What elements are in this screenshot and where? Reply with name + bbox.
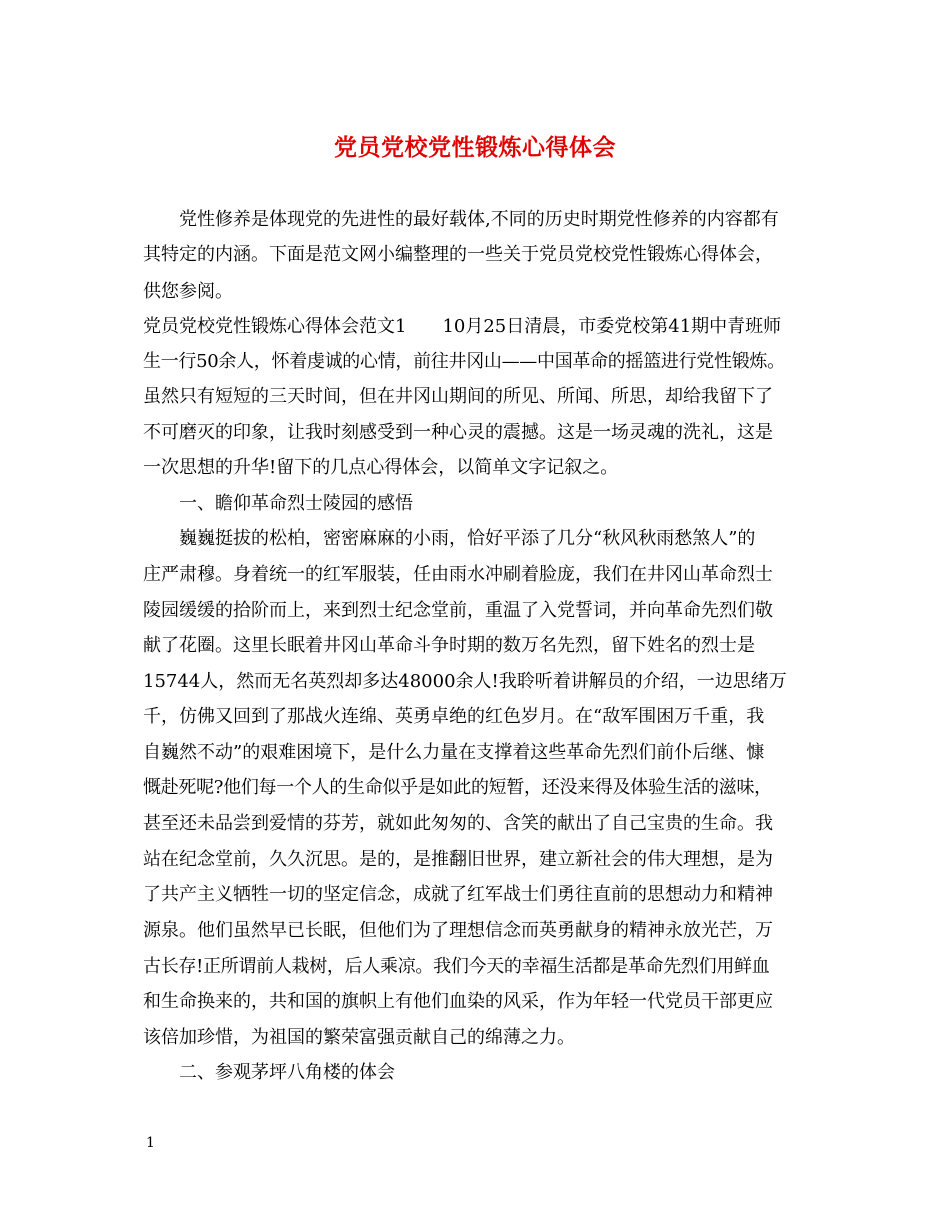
paragraph-line: 生一行50余人，怀着虔诚的心情，前往井冈山——中国革命的摇篮进行党性锻炼。 [143, 351, 785, 372]
paragraph-line: 供您参阅。 [143, 281, 233, 302]
paragraph-line: 甚至还未品尝到爱情的芬芳，就如此匆匆的、含笑的献出了自己宝贵的生命。我 [143, 813, 773, 834]
paragraph-line: 15744人，然而无名英烈却多达48000余人!我聆听着讲解员的介绍，一边思绪万 [143, 671, 787, 692]
paragraph-line: 古长存!正所谓前人栽树，后人乘凉。我们今天的幸福生活都是革命先烈们用鲜血 [143, 956, 770, 977]
paragraph-line: 自巍然不动”的艰难困境下，是什么力量在支撑着这些革命先烈们前仆后继、慷 [143, 742, 765, 763]
paragraph-line: 虽然只有短短的三天时间，但在井冈山期间的所见、所闻、所思，却给我留下了 [143, 386, 773, 407]
paragraph-line: 献了花圈。这里长眠着井冈山革命斗争时期的数万名先烈，留下姓名的烈士是 [143, 635, 755, 656]
paragraph-line: 其特定的内涵。下面是范文网小编整理的一些关于党员党校党性锻炼心得体会， [143, 244, 773, 265]
paragraph-line: 庄严肃穆。身着统一的红军服装，任由雨水冲刷着脸庞，我们在井冈山革命烈士 [143, 564, 773, 585]
page-title: 党员党校党性锻炼心得体会 [334, 134, 616, 161]
paragraph-line: 源泉。他们虽然早已长眠，但他们为了理想信念而英勇献身的精神永放光芒，万 [143, 920, 773, 941]
page-number: 1 [146, 1135, 155, 1151]
paragraph-line: 千，仿佛又回到了那战火连绵、英勇卓绝的红色岁月。在“敌军围困万千重，我 [143, 706, 765, 727]
paragraph-line: 慨赴死呢?他们每一个人的生命似乎是如此的短暂，还没来得及体验生活的滋味， [143, 777, 772, 798]
paragraph-line: 站在纪念堂前，久久沉思。是的，是推翻旧世界，建立新社会的伟大理想，是为 [143, 849, 773, 870]
paragraph-line: 该倍加珍惜，为祖国的繁荣富强贡献自己的绵薄之力。 [143, 1027, 575, 1048]
paragraph-line: 陵园缓缓的拾阶而上，来到烈士纪念堂前，重温了入党誓词，并向革命先烈们敬 [143, 600, 773, 621]
paragraph-line: 党员党校党性锻炼心得体会范文1 10月25日清晨，市委党校第41期中青班师 [143, 316, 782, 337]
paragraph-line: 和生命换来的，共和国的旗帜上有他们血染的风采，作为年轻一代党员干部更应 [143, 991, 773, 1012]
paragraph-line: 不可磨灭的印象，让我时刻感受到一种心灵的震撼。这是一场灵魂的洗礼，这是 [143, 422, 773, 443]
paragraph-line: 党性修养是体现党的先进性的最好载体,不同的历史时期党性修养的内容都有 [179, 209, 779, 230]
paragraph-line: 一次思想的升华!留下的几点心得体会，以简单文字记叙之。 [143, 457, 619, 478]
section-heading: 二、参观茅坪八角楼的体会 [179, 1062, 395, 1083]
paragraph-line: 巍巍挺拔的松柏，密密麻麻的小雨，恰好平添了几分“秋风秋雨愁煞人”的 [179, 528, 756, 549]
section-heading: 一、瞻仰革命烈士陵园的感悟 [179, 493, 413, 514]
paragraph-line: 了共产主义牺牲一切的坚定信念，成就了红军战士们勇往直前的思想动力和精神 [143, 884, 773, 905]
